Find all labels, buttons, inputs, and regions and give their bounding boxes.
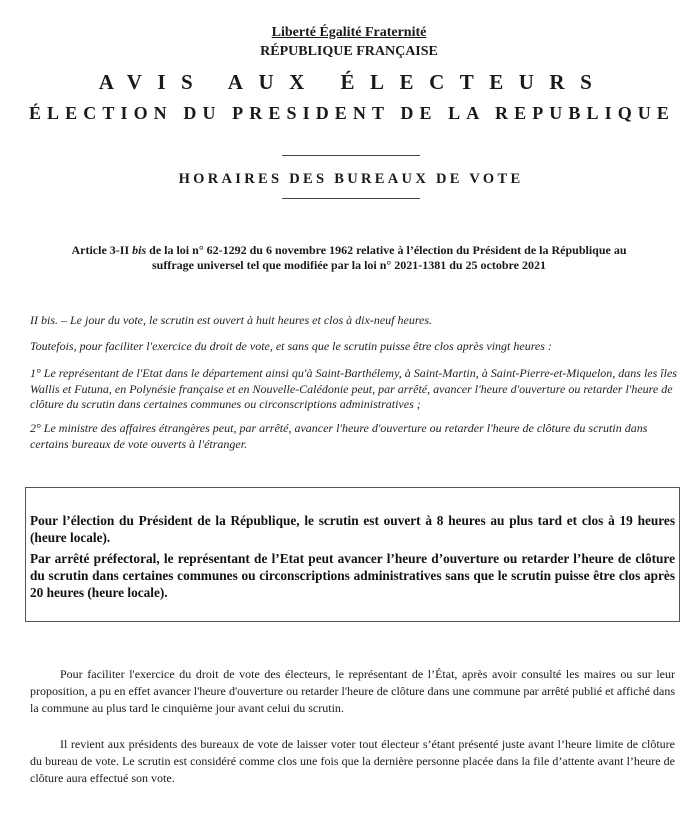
republic-name: RÉPUBLIQUE FRANÇAISE bbox=[260, 44, 438, 59]
article-prefix: Article 3-II bbox=[71, 243, 133, 257]
article-suffix: de la loi n° 62-1292 du 6 novembre 1962 relative à l’élection du Président de la République au suffrage universel tel que modifiée par la loi n° 2021-1381 du 25 octobre 2021 bbox=[146, 243, 627, 272]
divider-top bbox=[282, 155, 420, 156]
article-reference bbox=[60, 243, 638, 273]
law-paragraph-ii-bis: II bis. – Le jour du vote, le scrutin est ouvert à huit heures et clos à dix-neuf heures. bbox=[30, 313, 433, 327]
body-paragraph-faciliter: Pour faciliter l'exercice du droit de vote des électeurs, le représentant de l’État, après avoir consulté les maires ou sur leur proposition, a pu en effet avancer l'heure d'ouverture ou retarder l'heure de clôture dans une commune par arrêté publié et affiché dans la commune au plus tard le cinquième jour avant celui du scrutin. bbox=[30, 667, 675, 715]
page-subtitle: ÉLECTION DU PRESIDENT DE LA REPUBLIQUE bbox=[28, 103, 676, 123]
divider-bottom bbox=[282, 198, 420, 199]
section-title: HORAIRES DES BUREAUX DE VOTE bbox=[178, 171, 524, 187]
page-title: AVIS AUX ÉLECTEURS bbox=[98, 70, 608, 94]
law-paragraph-toutefois: Toutefois, pour faciliter l'exercice du droit de vote, et sans que le scrutin puisse être clos après vingt heures : bbox=[30, 339, 552, 353]
highlight-paragraph-1: Pour l’élection du Président de la République, le scrutin est ouvert à 8 heures au plus tard et clos à 19 heures (heure locale). bbox=[30, 513, 675, 545]
law-paragraph-1: 1° Le représentant de l'Etat dans le département ainsi qu'à Saint-Barthélemy, à Saint-Martin, à Saint-Pierre-et-Miquelon, dans les îles Wallis et Futuna, en Polynésie française et en Nouvelle-Calédonie peut, par arrêté, avancer l'heure d'ouverture ou retarder l'heure de clôture du scrutin dans certaines communes ou circonscriptions administratives ; bbox=[30, 366, 677, 411]
law-paragraph-2: 2° Le ministre des affaires étrangères peut, par arrêté, avancer l'heure d'ouverture ou retarder l'heure de clôture du scrutin dans certains bureaux de vote ouverts à l'étranger. bbox=[30, 421, 648, 451]
body-paragraph-revient: Il revient aux présidents des bureaux de vote de laisser voter tout électeur s’étant présenté juste avant l’heure limite de clôture du bureau de vote. Le scrutin est considéré comme clos une fois que la dernière personne placée dans la file d’attente avant l’heure de clôture aura effectué son vote. bbox=[30, 737, 675, 785]
article-bis: bis bbox=[132, 243, 147, 257]
highlight-paragraph-2: Par arrêté préfectoral, le représentant de l’Etat peut avancer l’heure d’ouverture ou retarder l’heure de clôture du scrutin dans certaines communes ou circonscriptions administratives sans que le scrutin puisse être clos après 20 heures (heure locale). bbox=[30, 551, 675, 600]
motto: Liberté Égalité Fraternité bbox=[271, 25, 427, 40]
